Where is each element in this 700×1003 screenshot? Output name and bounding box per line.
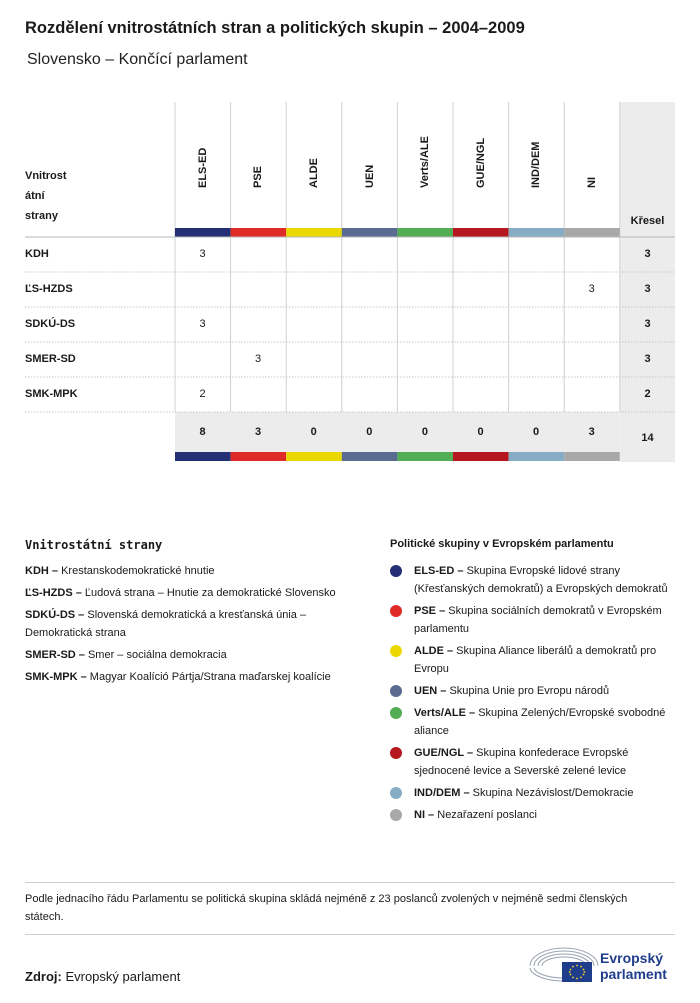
group-column-header: UEN	[363, 164, 376, 188]
group-abbr: ELS-ED –	[414, 565, 464, 577]
seat-cell: 3	[255, 353, 262, 365]
logo-text	[600, 950, 667, 982]
national-legend-title: Vnitrostátní strany	[25, 538, 163, 552]
groups-legend	[390, 562, 680, 828]
row-header-line: Vnitrost	[25, 170, 67, 182]
source-line	[25, 969, 180, 984]
group-total-cell: 0	[366, 426, 373, 438]
row-total-cell: 3	[644, 318, 651, 330]
party-abbr: ĽS-HZDS –	[25, 587, 82, 599]
group-column-header: Verts/ALE	[419, 136, 432, 188]
seat-cell: 3	[199, 318, 206, 330]
group-total-cell: 3	[255, 426, 262, 438]
group-color-band-bottom	[564, 452, 620, 461]
party-name: Magyar Koalíció Pártja/Strana maďarskej koalície	[86, 671, 331, 683]
group-color-band-bottom	[509, 452, 565, 461]
group-color-dot	[390, 605, 402, 617]
national-legend-item	[25, 584, 360, 602]
group-color-dot	[390, 809, 402, 821]
group-abbr: Verts/ALE –	[414, 707, 476, 719]
group-color-dot	[390, 787, 402, 799]
groups-legend-item	[390, 784, 680, 802]
page-subtitle: Slovensko – Končící parlament	[27, 51, 248, 68]
divider	[25, 934, 675, 935]
group-column-header: IND/DEM	[530, 141, 543, 188]
row-total-cell: 3	[644, 353, 651, 365]
group-abbr: UEN –	[414, 685, 447, 697]
national-legend-item	[25, 562, 360, 580]
party-name: Ľudová strana – Hnutie za demokratické Slovensko	[81, 587, 336, 599]
group-color-band	[564, 228, 620, 237]
group-total-cell: 3	[588, 426, 595, 438]
seat-cell: 2	[199, 388, 206, 400]
party-row-label: ĽS-HZDS	[25, 283, 73, 295]
party-abbr: SMK-MPK –	[25, 671, 87, 683]
seat-cell: 3	[588, 283, 595, 295]
group-column-header: NI	[586, 177, 598, 188]
groups-legend-item	[390, 704, 680, 740]
group-total-cell: 0	[477, 426, 484, 438]
group-name: Nezařazení poslanci	[434, 809, 537, 821]
logo-line: parlament	[600, 966, 667, 982]
groups-legend-item	[390, 682, 680, 700]
group-name: Skupina Aliance liberálů a demokratů pro Evropu	[414, 645, 657, 675]
row-total-cell: 3	[644, 283, 651, 295]
seat-distribution-table	[0, 0, 700, 480]
group-color-band	[175, 228, 231, 237]
party-row-label: SMER-SD	[25, 353, 76, 365]
group-color-dot	[390, 685, 402, 697]
group-color-dot	[390, 565, 402, 577]
group-total-cell: 8	[199, 426, 206, 438]
group-color-band	[286, 228, 342, 237]
footnote: Podle jednacího řádu Parlamentu se politická skupina skládá nejméně z 23 poslanců zvolených v nejméně sedmi členských státech.	[25, 893, 628, 923]
row-total-cell: 2	[644, 388, 651, 400]
group-abbr: ALDE –	[414, 645, 454, 657]
national-legend-item	[25, 668, 360, 686]
group-name: Skupina Evropské lidové strany (Křesťanských demokratů) a Evropských demokratů	[414, 565, 668, 595]
group-column-header: GUE/NGL	[474, 137, 487, 188]
group-abbr: NI –	[414, 809, 435, 821]
group-name: Skupina Nezávislost/Demokracie	[469, 787, 634, 799]
total-header: Křesel	[630, 215, 665, 227]
group-color-band	[342, 228, 398, 237]
group-total-cell: 0	[533, 426, 540, 438]
group-name: Skupina konfederace Evropské sjednocené levice a Severské zelené levice	[414, 747, 629, 777]
groups-legend-item	[390, 602, 680, 638]
row-total-cell: 3	[644, 248, 651, 260]
party-row-label: KDH	[25, 248, 49, 260]
group-color-band	[453, 228, 509, 237]
row-header-line: átní	[25, 190, 45, 202]
national-legend-item	[25, 606, 360, 642]
group-column-header: ALDE	[308, 158, 320, 188]
party-name: Slovenská demokratická a kresťanská únia – Demokratická strana	[25, 609, 307, 639]
party-row-label: SDKÚ-DS	[25, 318, 76, 330]
total-column-bg	[620, 102, 675, 462]
group-column-header: ELS-ED	[196, 147, 209, 188]
group-abbr: GUE/NGL –	[414, 747, 474, 759]
row-header	[25, 166, 85, 226]
group-color-dot	[390, 707, 402, 719]
source-value: Evropský parlament	[61, 969, 181, 984]
group-name: Skupina Unie pro Evropu národů	[446, 685, 610, 697]
group-color-dot	[390, 645, 402, 657]
group-total-cell: 0	[310, 426, 317, 438]
party-row-label: SMK-MPK	[25, 388, 78, 400]
group-total-cell: 0	[421, 426, 428, 438]
page-title: Rozdělení vnitrostátních stran a politických skupin – 2004–2009	[25, 19, 525, 37]
seat-cell: 3	[199, 248, 206, 260]
group-color-band	[231, 228, 287, 237]
group-color-band-bottom	[286, 452, 342, 461]
groups-legend-title: Politické skupiny v Evropském parlamentu	[390, 538, 614, 550]
group-name: Skupina sociálních demokratů v Evropském parlamentu	[414, 605, 662, 635]
groups-legend-item	[390, 642, 680, 678]
groups-legend-item	[390, 806, 680, 824]
party-abbr: KDH –	[25, 565, 59, 577]
group-color-band-bottom	[175, 452, 231, 461]
group-color-dot	[390, 747, 402, 759]
group-color-band-bottom	[231, 452, 287, 461]
group-name: Skupina Zelených/Evropské svobodné aliance	[414, 707, 666, 737]
group-abbr: PSE –	[414, 605, 446, 617]
group-abbr: IND/DEM –	[414, 787, 470, 799]
party-name: Smer – sociálna demokracia	[84, 649, 227, 661]
national-legend-item	[25, 646, 360, 664]
party-name: Krestanskodemokratické hnutie	[58, 565, 215, 577]
grand-total-cell: 14	[641, 432, 654, 444]
party-abbr: SMER-SD –	[25, 649, 85, 661]
group-color-band-bottom	[342, 452, 398, 461]
divider	[25, 882, 675, 883]
group-color-band-bottom	[453, 452, 509, 461]
group-column-header: PSE	[252, 165, 265, 188]
party-abbr: SDKÚ-DS –	[25, 609, 85, 621]
logo-line: Evropský	[600, 950, 664, 966]
row-header-line: strany	[25, 210, 59, 222]
source-label: Zdroj:	[25, 969, 62, 984]
group-color-band-bottom	[397, 452, 453, 461]
national-legend	[25, 562, 360, 690]
groups-legend-item	[390, 562, 680, 598]
group-color-band	[509, 228, 565, 237]
group-color-band	[397, 228, 453, 237]
groups-legend-item	[390, 744, 680, 780]
